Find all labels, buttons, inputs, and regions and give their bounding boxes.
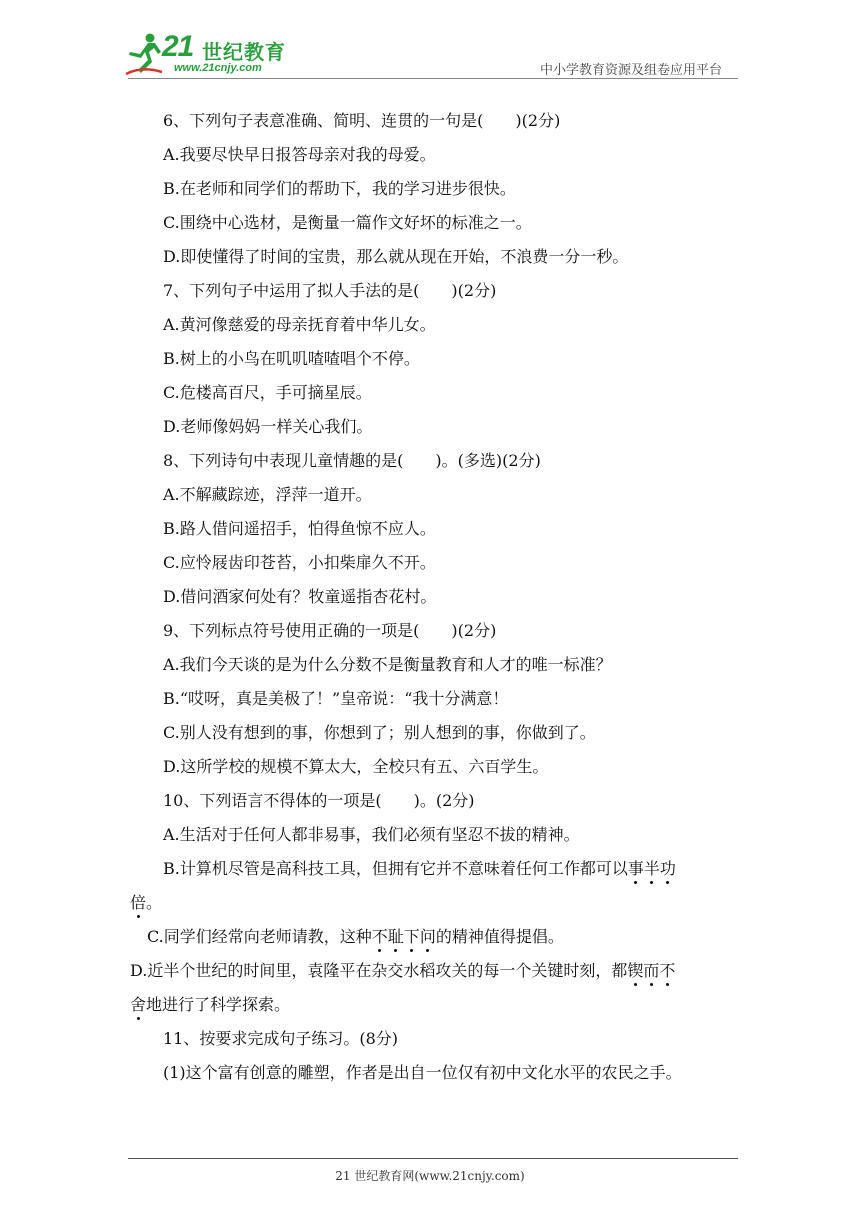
question-9-stem: 9、下列标点符号使用正确的一项是( )(2分) xyxy=(163,621,497,640)
question-9-option-c: C.别人没有想到的事，你想到了；别人想到的事，你做到了。 xyxy=(163,723,596,742)
runner-icon xyxy=(124,32,164,76)
option-b-text: B.计算机尽管是高科技工具，但拥有它并不意味着任何工作都可以 xyxy=(163,859,628,878)
emphasized-char: 问 xyxy=(419,927,436,946)
question-9-option-a: A.我们今天谈的是为什么分数不是衡量教育和人才的唯一标准？ xyxy=(163,655,612,674)
logo-number: 21 xyxy=(162,30,194,63)
emphasized-char: 半 xyxy=(643,859,660,878)
question-8-option-c: C.应怜屐齿印苍苔，小扣柴扉久不开。 xyxy=(163,553,436,572)
question-10-option-d-cont xyxy=(130,995,290,1015)
question-11-stem: 11、按要求完成句子练习。(8分) xyxy=(163,1029,399,1048)
question-7-option-d: D.老师像妈妈一样关心我们。 xyxy=(163,417,373,436)
question-7-option-c: C.危楼高百尺，手可摘星辰。 xyxy=(163,383,372,402)
emphasized-char: 锲 xyxy=(627,961,644,980)
emphasized-char: 舍 xyxy=(130,995,147,1014)
question-7-option-a: A.黄河像慈爱的母亲抚育着中华儿女。 xyxy=(163,315,436,334)
question-9-option-d: D.这所学校的规模不算太大，全校只有五、六百学生。 xyxy=(163,757,549,776)
page-header xyxy=(0,0,860,90)
option-c-text: C.同学们经常向老师请教，这种 xyxy=(147,927,372,946)
emphasized-char: 不 xyxy=(659,961,676,980)
logo-url: www.21cnjy.com xyxy=(174,62,262,74)
emphasized-char: 功 xyxy=(659,859,676,878)
question-10-option-b-cont xyxy=(130,893,162,913)
question-10-option-d xyxy=(130,961,675,981)
emphasized-char: 下 xyxy=(403,927,420,946)
page-footer: 21 世纪教育网(www.21cnjy.com) xyxy=(335,1169,525,1183)
question-7-option-b: B.树上的小鸟在叽叽喳喳唱个不停。 xyxy=(163,349,420,368)
emphasized-char: 不 xyxy=(371,927,388,946)
question-10-option-a: A.生活对于任何人都非易事，我们必须有坚忍不拔的精神。 xyxy=(163,825,580,844)
site-logo[interactable] xyxy=(124,32,299,78)
option-b-end: 。 xyxy=(146,893,163,912)
option-c-end: 的精神值得提倡。 xyxy=(435,927,564,946)
logo-name: 世纪教育 xyxy=(202,40,286,64)
footer-divider xyxy=(128,1158,738,1159)
emphasized-char: 倍 xyxy=(130,893,147,912)
question-6-option-d: D.即使懂得了时间的宝贵，那么就从现在开始，不浪费一分一秒。 xyxy=(163,247,629,266)
emphasized-char: 而 xyxy=(643,961,660,980)
platform-tagline: 中小学教育资源及组卷应用平台 xyxy=(540,63,723,78)
question-8-option-d: D.借问酒家何处有？牧童遥指杏花村。 xyxy=(163,587,437,606)
question-8-option-b: B.路人借问遥招手，怕得鱼惊不应人。 xyxy=(163,519,436,538)
question-6-option-a: A.我要尽快早日报答母亲对我的母爱。 xyxy=(163,145,436,164)
question-10-stem: 10、下列语言不得体的一项是( )。(2分) xyxy=(163,791,475,810)
question-6-option-b: B.在老师和同学们的帮助下，我的学习进步很快。 xyxy=(163,179,516,198)
header-divider xyxy=(128,78,738,79)
question-6-option-c: C.围绕中心选材，是衡量一篇作文好坏的标准之一。 xyxy=(163,213,532,232)
question-7-stem: 7、下列句子中运用了拟人手法的是( )(2分) xyxy=(163,281,497,300)
option-d-end: 地进行了科学探索。 xyxy=(146,995,291,1014)
question-8-stem: 8、下列诗句中表现儿童情趣的是( )。(多选)(2分) xyxy=(163,451,541,470)
emphasized-char: 事 xyxy=(627,859,644,878)
question-10-option-b xyxy=(163,859,676,879)
question-8-option-a: A.不解藏踪迹，浮萍一道开。 xyxy=(163,485,372,504)
question-9-option-b: B.“哎呀，真是美极了！”皇帝说：“我十分满意！ xyxy=(163,689,509,708)
emphasized-char: 耻 xyxy=(387,927,404,946)
question-10-option-c xyxy=(147,927,564,947)
option-d-text: D.近半个世纪的时间里，袁隆平在杂交水稻攻关的每一个关键时刻，都 xyxy=(130,961,628,980)
question-11-sub-1: (1)这个富有创意的雕塑，作者是出自一位仅有初中文化水平的农民之手。 xyxy=(163,1063,682,1082)
question-6-stem: 6、下列句子表意准确、简明、连贯的一句是( )(2分) xyxy=(163,111,561,130)
